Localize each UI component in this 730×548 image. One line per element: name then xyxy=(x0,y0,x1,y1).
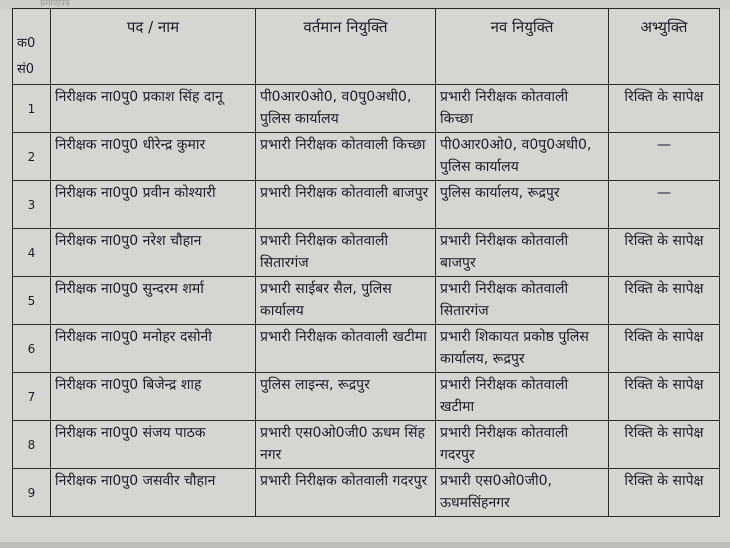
row-current: प्रभारी निरीक्षक कोतवाली गदरपुर xyxy=(256,469,436,517)
row-current: प्रभारी साईबर सैल, पुलिस कार्यालय xyxy=(256,277,436,325)
header-new-posting: नव नियुक्ति xyxy=(436,9,609,85)
row-remarks: — xyxy=(609,181,720,229)
row-new: प्रभारी निरीक्षक कोतवाली बाजपुर xyxy=(436,229,609,277)
row-name: निरीक्षक ना0पु0 प्रकाश सिंह दानू xyxy=(51,85,256,133)
row-serial: 7 xyxy=(13,373,51,421)
table-row xyxy=(13,133,720,181)
header-current-posting: वर्तमान नियुक्ति xyxy=(256,9,436,85)
row-name: निरीक्षक ना0पु0 मनोहर दसोनी xyxy=(51,325,256,373)
table-row xyxy=(13,373,720,421)
row-serial: 4 xyxy=(13,229,51,277)
table-row xyxy=(13,229,720,277)
row-name: निरीक्षक ना0पु0 जसवीर चौहान xyxy=(51,469,256,517)
row-remarks: रिक्ति के सापेक्ष xyxy=(609,421,720,469)
row-new: प्रभारी एस0ओ0जी0, ऊधमसिंहनगर xyxy=(436,469,609,517)
row-current: पी0आर0ओ0, व0पु0अधी0, पुलिस कार्यालय xyxy=(256,85,436,133)
row-remarks: रिक्ति के सापेक्ष xyxy=(609,373,720,421)
row-remarks: — xyxy=(609,133,720,181)
row-serial: 8 xyxy=(13,421,51,469)
table-row xyxy=(13,181,720,229)
bottom-shade xyxy=(0,542,730,548)
row-serial: 5 xyxy=(13,277,51,325)
row-current: प्रभारी निरीक्षक कोतवाली बाजपुर xyxy=(256,181,436,229)
row-new: पी0आर0ओ0, व0पु0अधी0, पुलिस कार्यालय xyxy=(436,133,609,181)
row-remarks: रिक्ति के सापेक्ष xyxy=(609,229,720,277)
row-new: प्रभारी निरीक्षक कोतवाली किच्छा xyxy=(436,85,609,133)
table-row xyxy=(13,421,720,469)
header-remarks: अभ्युक्ति xyxy=(609,9,720,85)
row-name: निरीक्षक ना0पु0 धीरेन्द्र कुमार xyxy=(51,133,256,181)
row-current: प्रभारी एस0ओ0जी0 ऊधम सिंह नगर xyxy=(256,421,436,469)
row-current: प्रभारी निरीक्षक कोतवाली खटीमा xyxy=(256,325,436,373)
row-name: निरीक्षक ना0पु0 संजय पाठक xyxy=(51,421,256,469)
table-header-row xyxy=(13,9,720,85)
row-new: प्रभारी निरीक्षक कोतवाली सितारगंज xyxy=(436,277,609,325)
row-remarks: रिक्ति के सापेक्ष xyxy=(609,85,720,133)
row-name: निरीक्षक ना0पु0 नरेश चौहान xyxy=(51,229,256,277)
row-serial: 6 xyxy=(13,325,51,373)
row-current: प्रभारी निरीक्षक कोतवाली सितारगंज xyxy=(256,229,436,277)
row-name: निरीक्षक ना0पु0 प्रवीन कोश्यारी xyxy=(51,181,256,229)
row-current: पुलिस लाइन्स, रूद्रपुर xyxy=(256,373,436,421)
row-remarks: रिक्ति के सापेक्ष xyxy=(609,277,720,325)
row-new: प्रभारी शिकायत प्रकोष्ठ पुलिस कार्यालय, रूद्रपुर xyxy=(436,325,609,373)
header-serial-number: क0 सं0 xyxy=(13,9,51,85)
transfer-table xyxy=(12,8,720,517)
table-row xyxy=(13,325,720,373)
row-serial: 2 xyxy=(13,133,51,181)
row-current: प्रभारी निरीक्षक कोतवाली किच्छा xyxy=(256,133,436,181)
top-strip-text: प्रमाणपत्र xyxy=(0,0,730,10)
header-post-name: पद / नाम xyxy=(51,9,256,85)
row-name: निरीक्षक ना0पु0 बिजेन्द्र शाह xyxy=(51,373,256,421)
row-remarks: रिक्ति के सापेक्ष xyxy=(609,325,720,373)
row-new: प्रभारी निरीक्षक कोतवाली खटीमा xyxy=(436,373,609,421)
row-serial: 9 xyxy=(13,469,51,517)
row-serial: 3 xyxy=(13,181,51,229)
row-serial: 1 xyxy=(13,85,51,133)
table-row xyxy=(13,469,720,517)
row-remarks: रिक्ति के सापेक्ष xyxy=(609,469,720,517)
row-new: पुलिस कार्यालय, रूद्रपुर xyxy=(436,181,609,229)
row-new: प्रभारी निरीक्षक कोतवाली गदरपुर xyxy=(436,421,609,469)
table-row xyxy=(13,85,720,133)
table-row xyxy=(13,277,720,325)
row-name: निरीक्षक ना0पु0 सुन्दरम शर्मा xyxy=(51,277,256,325)
